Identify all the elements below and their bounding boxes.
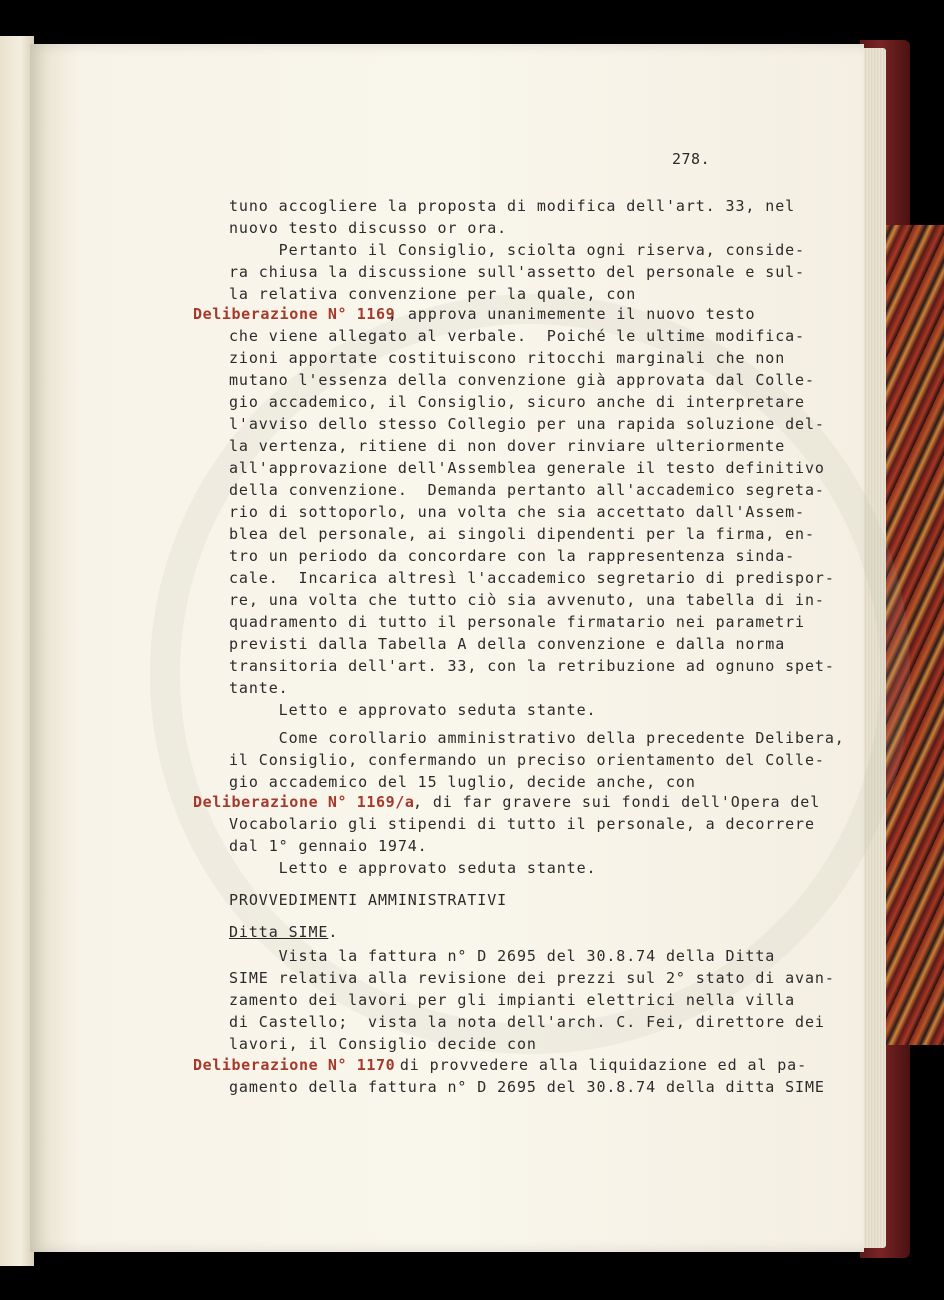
text-line: blea del personale, ai singoli dipendenti per la firma, en- (229, 525, 815, 543)
subsection-title: Ditta SIME (229, 923, 329, 941)
text-line: mutano l'essenza della convenzione già approvata dal Colle- (229, 371, 815, 389)
text-line: la vertenza, ritiene di non dover rinviare ulteriormente (229, 437, 786, 455)
text-line: di Castello; vista la nota dell'arch. C. Fei, direttore dei (229, 1013, 825, 1031)
text-line: gamento della fattura n° D 2695 del 30.8.74 della ditta SIME (229, 1078, 825, 1096)
text-line: Letto e approvato seduta stante. (229, 701, 597, 719)
text-line: Vista la fattura n° D 2695 del 30.8.74 della Ditta (229, 947, 776, 965)
text-line: ra chiusa la discussione sull'assetto del personale e sul- (229, 263, 805, 281)
text-line: Letto e approvato seduta stante. (229, 859, 597, 877)
text-line: re, una volta che tutto ciò sia avvenuto, una tabella di in- (229, 591, 825, 609)
text-line: Pertanto il Consiglio, sciolta ogni riserva, conside- (229, 241, 805, 259)
text-line: la relativa convenzione per la quale, con (229, 285, 637, 303)
text-line: zamento dei lavori per gli impianti elettrici nella villa (229, 991, 796, 1009)
text-line: all'approvazione dell'Assemblea generale il testo definitivo (229, 459, 825, 477)
text-line: rio di sottoporlo, una volta che sia accettato dall'Assem- (229, 503, 805, 521)
text-line: Come corollario amministrativo della precedente Delibera, (229, 729, 845, 747)
text-line: Vocabolario gli stipendi di tutto il personale, a decorrere (229, 815, 815, 833)
text-line: gio accademico, il Consiglio, sicuro anche di interpretare (229, 393, 805, 411)
deliberation-label: Deliberazione N° 1169 (193, 305, 396, 323)
text-line: , approva unanimemente il nuovo testo (388, 305, 756, 323)
subsection-heading (229, 921, 338, 943)
text-line: della convenzione. Demanda pertanto all'accademico segreta- (229, 481, 825, 499)
deliberation-label: Deliberazione N° 1169/a (193, 793, 415, 811)
text-line: nuovo testo discusso or ora. (229, 219, 508, 237)
text-line: SIME relativa alla revisione dei prezzi sul 2° stato di avan- (229, 969, 835, 987)
text-line: zioni apportate costituiscono ritocchi marginali che non (229, 349, 786, 367)
text-line: l'avviso dello stesso Collegio per una rapida soluzione del- (229, 415, 825, 433)
text-line: dal 1° gennaio 1974. (229, 837, 428, 855)
text-line: gio accademico del 15 luglio, decide anche, con (229, 773, 696, 791)
text-line: previsti dalla Tabella A della convenzione e dalla norma (229, 635, 786, 653)
text-line: il Consiglio, confermando un preciso orientamento del Colle- (229, 751, 825, 769)
section-heading: PROVVEDIMENTI AMMINISTRATIVI (229, 891, 508, 909)
text-line: cale. Incarica altresì l'accademico segretario di predispor- (229, 569, 835, 587)
text-line: transitoria dell'art. 33, con la retribuzione ad ognuno spet- (229, 657, 835, 675)
text-line: lavori, il Consiglio decide con (229, 1035, 537, 1053)
text-line: , di far gravere sui fondi dell'Opera del (413, 793, 821, 811)
text-line: di provvedere alla liquidazione ed al pa- (380, 1056, 808, 1074)
text-line: tante. (229, 679, 289, 697)
text-line: tro un periodo da concordare con la rappresentenza sinda- (229, 547, 796, 565)
deliberation-label: Deliberazione N° 1170 (193, 1056, 396, 1074)
page-number: 278. (672, 150, 711, 168)
text-line: che viene allegato al verbale. Poiché le ultime modifica- (229, 327, 805, 345)
text-line: tuno accogliere la proposta di modifica dell'art. 33, nel (229, 197, 796, 215)
subsection-period: . (328, 923, 339, 941)
text-line: quadramento di tutto il personale firmatario nei parametri (229, 613, 805, 631)
